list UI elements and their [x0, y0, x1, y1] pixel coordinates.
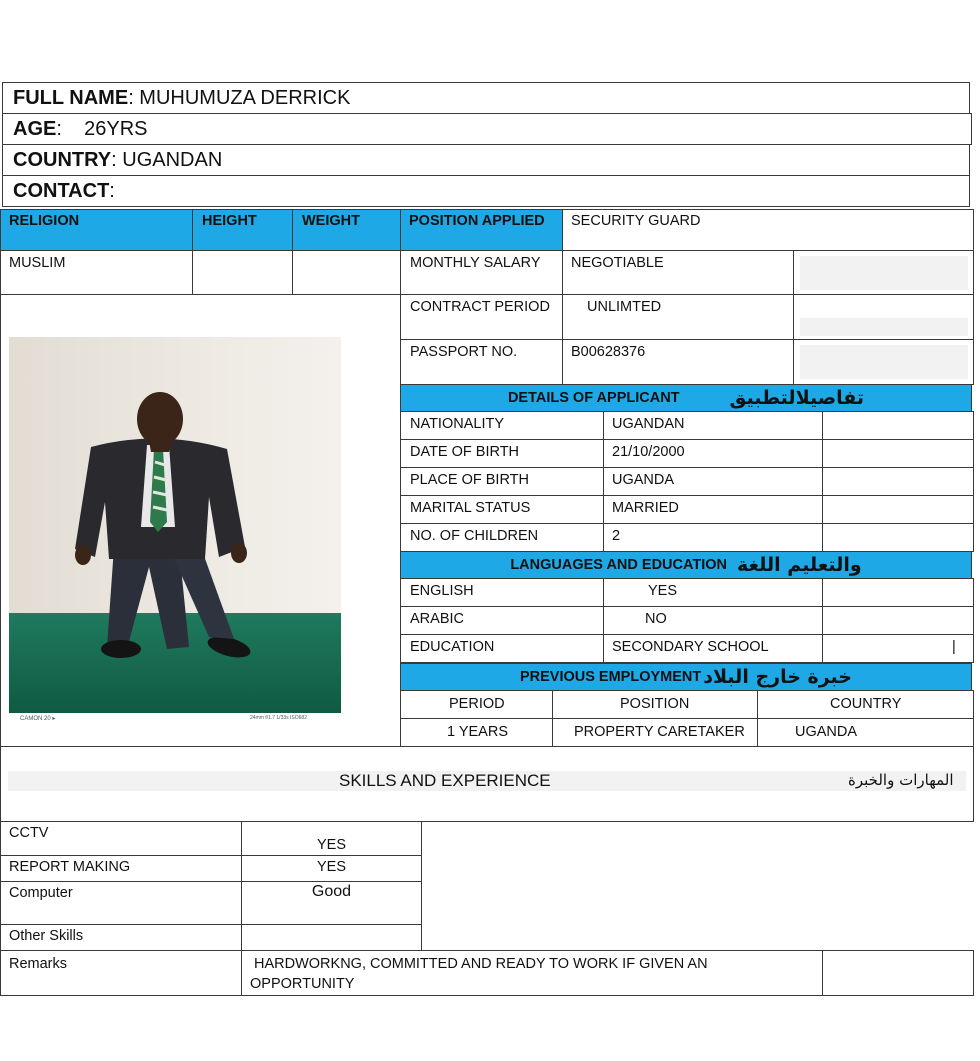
country-row	[2, 144, 970, 176]
details-extra-cell	[822, 411, 974, 440]
details-row-value: MARRIED	[612, 500, 679, 516]
details-value-cell	[603, 523, 823, 552]
skill-row-value: YES	[316, 837, 346, 853]
skill-row-label: Computer	[9, 885, 73, 901]
contact-label: CONTACT	[13, 179, 110, 202]
languages-band	[400, 551, 972, 579]
emp-country: UGANDA	[795, 724, 858, 740]
position-value: SECURITY GUARD	[571, 213, 701, 229]
skills-title-arabic: المهارات والخبرة	[848, 771, 954, 789]
details-row-value: UGANDAN	[612, 416, 685, 432]
skill-row-value: YES	[316, 859, 346, 875]
details-row-value: 21/10/2000	[612, 444, 685, 460]
weight-label: WEIGHT	[302, 213, 360, 229]
language-row-value: SECONDARY SCHOOL	[612, 639, 769, 655]
religion-value: MUSLIM	[9, 255, 66, 271]
details-row-value: UGANDA	[612, 472, 675, 488]
language-row-value: YES	[648, 583, 678, 599]
height-value-cell	[192, 250, 293, 295]
contract-label: CONTRACT PERIOD	[410, 299, 550, 315]
emp-position: PROPERTY CARETAKER	[574, 724, 745, 740]
language-extra-cell	[822, 606, 974, 635]
details-row-label: NO. OF CHILDREN	[410, 528, 539, 544]
position-label: POSITION APPLIED	[409, 213, 545, 229]
passport-label: PASSPORT NO.	[410, 344, 518, 360]
remarks-line-2: OPPORTUNITY	[250, 976, 355, 992]
photo-brand-text: CAMON 20 ▸	[20, 716, 56, 722]
col-country: COUNTRY	[830, 696, 902, 712]
languages-title-arabic: والتعليم اللغة	[737, 554, 862, 576]
skill-value-cell	[241, 924, 422, 951]
weight-value-cell	[292, 250, 401, 295]
emp-period: 1 YEARS	[447, 724, 508, 740]
country-value: : UGANDAN	[111, 148, 223, 171]
col-period: PERIOD	[449, 696, 505, 712]
details-extra-cell	[822, 439, 974, 468]
language-extra-cell	[822, 578, 974, 607]
height-label: HEIGHT	[202, 213, 257, 229]
full-name-label: FULL NAME	[13, 86, 129, 109]
full-name-row	[2, 82, 970, 114]
passport-value: B00628376	[571, 344, 646, 360]
details-row-label: NATIONALITY	[410, 416, 504, 432]
age-value: : 26YRS	[56, 117, 148, 140]
education-mark: |	[952, 639, 956, 655]
language-row-label: ARABIC	[410, 611, 464, 627]
religion-label: RELIGION	[9, 213, 80, 229]
remarks-extra-cell	[822, 950, 974, 996]
photo-exif-text: 24mm f/1.7 1/33s ISO682	[250, 715, 307, 721]
salary-label: MONTHLY SALARY	[410, 255, 541, 271]
contract-value: UNLIMTED	[587, 299, 662, 315]
skill-row-label: CCTV	[9, 825, 49, 841]
applicant-photo	[9, 337, 341, 730]
country-label: COUNTRY	[13, 148, 112, 171]
details-row-label: PLACE OF BIRTH	[410, 472, 529, 488]
country-value-cell	[757, 718, 974, 747]
skill-row-value: Good	[311, 883, 352, 900]
details-title-arabic: تفاصيلالتطبيق	[729, 387, 865, 409]
skills-title: SKILLS AND EXPERIENCE	[339, 771, 551, 790]
age-label: AGE	[13, 117, 57, 140]
skill-row-label: REPORT MAKING	[9, 859, 131, 875]
col-position: POSITION	[620, 696, 690, 712]
employment-band	[400, 663, 972, 691]
skill-row-label: Other Skills	[9, 928, 84, 944]
contact-row	[2, 175, 970, 207]
language-row-value: NO	[645, 611, 667, 627]
language-row-label: ENGLISH	[410, 583, 474, 599]
details-row-value: 2	[612, 528, 621, 544]
language-value-cell	[603, 578, 823, 607]
language-value-cell	[603, 606, 823, 635]
contact-value: :	[109, 179, 115, 202]
details-title: DETAILS OF APPLICANT	[507, 390, 680, 406]
age-row	[2, 113, 972, 145]
remarks-label: Remarks	[9, 956, 68, 972]
details-extra-cell	[822, 495, 974, 524]
languages-title: LANGUAGES AND EDUCATION	[510, 557, 728, 573]
remarks-line-1: HARDWORKNG, COMMITTED AND READY TO WORK IF GIVEN AN	[254, 956, 708, 972]
details-extra-cell	[822, 523, 974, 552]
salary-value: NEGOTIABLE	[571, 255, 664, 271]
full-name-value: : MUHUMUZA DERRICK	[128, 86, 351, 109]
details-extra-cell	[822, 467, 974, 496]
employment-title-arabic: خبرة خارج البلاد	[703, 666, 853, 688]
details-row-label: MARITAL STATUS	[410, 500, 531, 516]
details-row-label: DATE OF BIRTH	[410, 444, 520, 460]
employment-title: PREVIOUS EMPLOYMENT	[519, 669, 702, 685]
language-row-label: EDUCATION	[410, 639, 495, 655]
details-band	[400, 384, 972, 412]
